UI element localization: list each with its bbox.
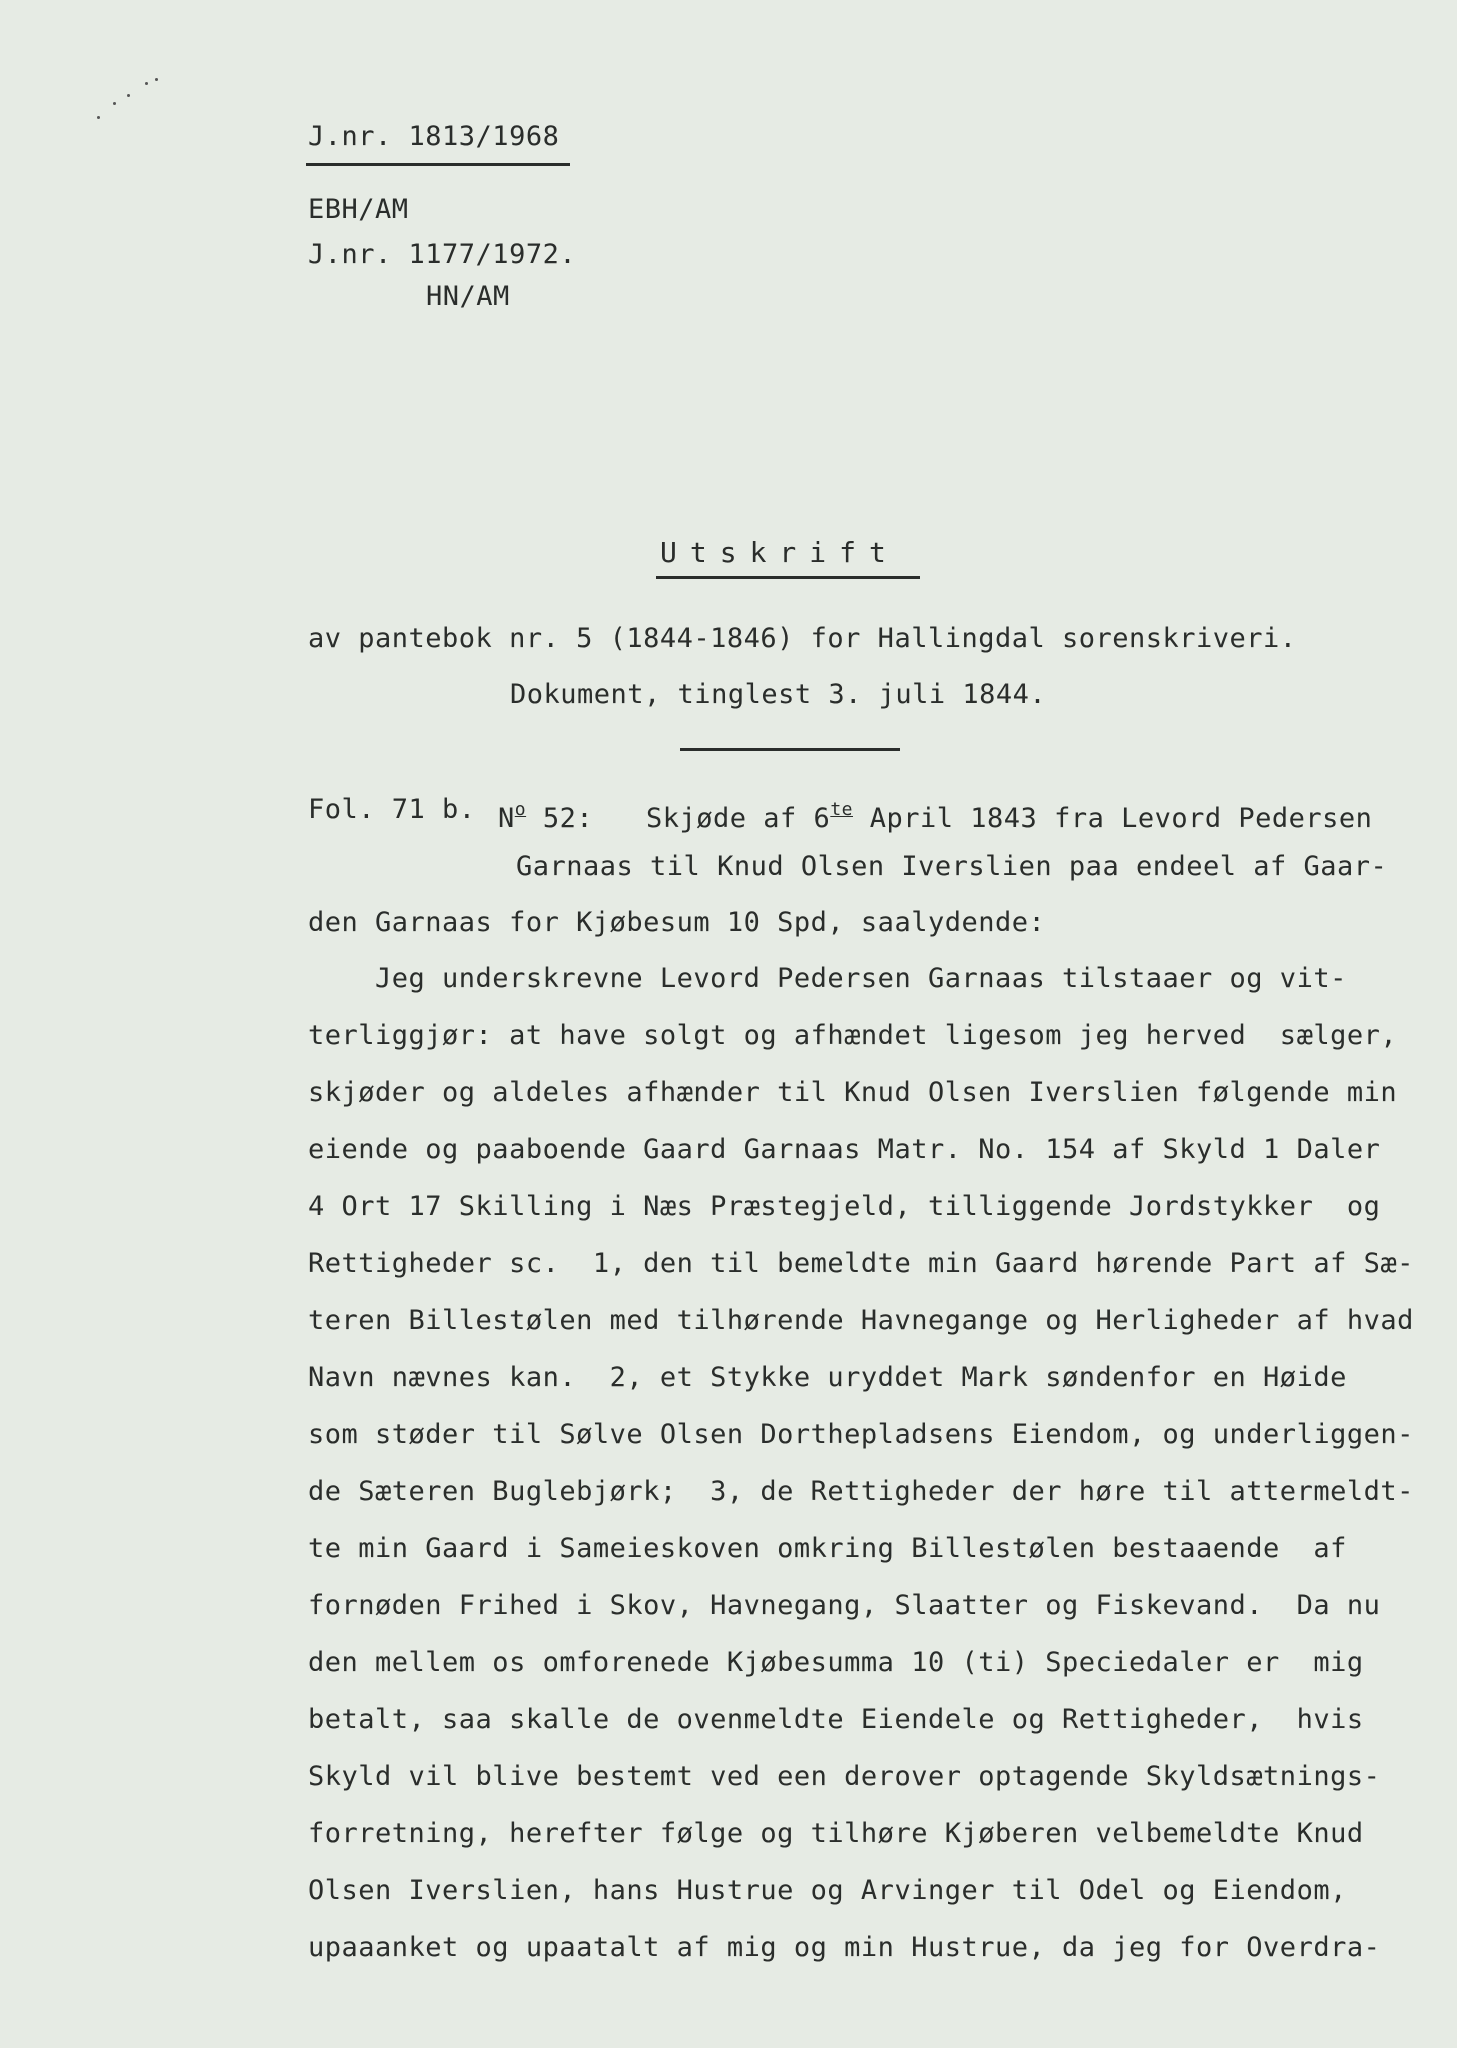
header-rule (306, 163, 570, 166)
body-line: Rettigheder sc. 1, den til bemeldte min Gaard hørende Part af Sæ- (308, 1248, 1414, 1279)
initials-1: EBH/AM (308, 194, 409, 225)
body-line: terliggjør: at have solgt og afhændet ligesom jeg herved sælger, (308, 1020, 1398, 1051)
entry-heading-line-2: Garnaas til Knud Olsen Iverslien paa endeel af Gaar- (516, 851, 1388, 882)
entry-heading-part-a: Skjøde af 6 (646, 803, 831, 834)
subtitle-line-2: Dokument, tinglest 3. juli 1844. (510, 679, 1047, 710)
entry-heading-line-1 (646, 793, 1372, 836)
entry-number-prefix: N (498, 803, 515, 834)
title-rule (656, 576, 920, 579)
stray-marks (95, 72, 165, 132)
body-line: den mellem os omforenede Kjøbesumma 10 (ti) Speciedaler er mig (308, 1647, 1364, 1678)
entry-heading-sup: te (830, 799, 853, 820)
body-line: de Sæteren Buglebjørk; 3, de Rettigheder der høre til attermeldt- (308, 1476, 1414, 1507)
body-line: Jeg underskrevne Levord Pedersen Garnaas tilstaaer og vit- (308, 963, 1347, 994)
section-rule (680, 748, 900, 751)
body-line: skjøder og aldeles afhænder til Knud Olsen Iverslien følgende min (308, 1077, 1398, 1108)
body-line: forretning, herefter følge og tilhøre Kjøberen velbemeldte Knud (308, 1818, 1364, 1849)
body-line: upaaanket og upaatalt af mig og min Hustrue, da jeg for Overdra- (308, 1932, 1381, 1963)
document-title: Utskrift (660, 536, 899, 569)
subtitle-line-1: av pantebok nr. 5 (1844-1846) for Hallingdal sorenskriveri. (308, 623, 1297, 654)
entry-number-sup: o (514, 799, 527, 820)
journal-number-2: J.nr. 1177/1972. (308, 239, 577, 270)
body-line: som støder til Sølve Olsen Dorthepladsens Eiendom, og underliggen- (308, 1419, 1414, 1450)
body-line: teren Billestølen med tilhørende Havnegange og Herligheder af hvad (308, 1305, 1414, 1336)
body-line: fornøden Frihed i Skov, Havnegang, Slaatter og Fiskevand. Da nu (308, 1590, 1381, 1621)
body-line: 4 Ort 17 Skilling i Næs Præstegjeld, tilliggende Jordstykker og (308, 1191, 1381, 1222)
body-line: eiende og paaboende Gaard Garnaas Matr. No. 154 af Skyld 1 Daler (308, 1134, 1381, 1165)
journal-number-1: J.nr. 1813/1968 (308, 121, 560, 152)
body-line: Olsen Iverslien, hans Hustrue og Arvinger til Odel og Eiendom, (308, 1875, 1347, 1906)
body-line: Skyld vil blive bestemt ved een derover optagende Skyldsætnings- (308, 1761, 1381, 1792)
entry-number-value: 52: (526, 803, 594, 834)
body-line: Navn nævnes kan. 2, et Stykke uryddet Mark søndenfor en Høide (308, 1362, 1347, 1393)
entry-number (498, 793, 593, 836)
initials-2: HN/AM (426, 281, 510, 312)
body-line: betalt, saa skalle de ovenmeldte Eiendele og Rettigheder, hvis (308, 1704, 1364, 1735)
folio-reference: Fol. 71 b. (308, 794, 476, 825)
body-line: te min Gaard i Sameieskoven omkring Billestølen bestaaende af (308, 1533, 1347, 1564)
entry-heading-part-b: April 1843 fra Levord Pedersen (853, 803, 1373, 834)
entry-heading-line-3: den Garnaas for Kjøbesum 10 Spd, saalydende: (308, 907, 1046, 938)
